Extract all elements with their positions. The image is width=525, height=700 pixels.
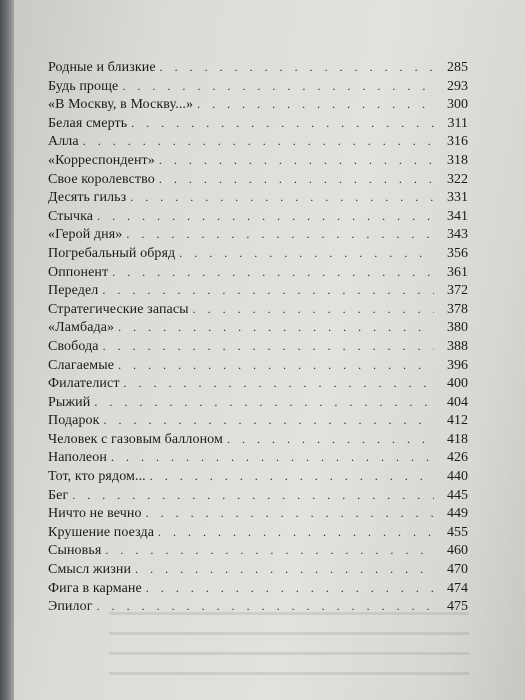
toc-leader-dots — [197, 95, 434, 114]
toc-entry-title: «В Москву, в Москву...» — [48, 97, 194, 113]
toc-entry-page-number: 440 — [447, 469, 468, 485]
toc-leader-dots — [126, 225, 434, 244]
toc-entry — [48, 300, 468, 319]
toc-entry-title: Человек с газовым баллоном — [48, 431, 223, 447]
toc-leader-dots — [146, 579, 434, 598]
toc-entry-page-number: 316 — [447, 134, 468, 150]
toc-leader-dots — [159, 170, 434, 189]
toc-entry-page-number: 400 — [447, 376, 468, 392]
toc-entry-page-number: 356 — [447, 245, 468, 261]
toc-entry-title: Ничто не вечно — [48, 506, 142, 522]
toc-entry-page-number: 378 — [447, 301, 468, 317]
toc-entry-title: Сыновья — [48, 543, 102, 559]
toc-entry-title: Фига в кармане — [48, 580, 142, 596]
toc-entry-page-number: 285 — [447, 60, 468, 75]
toc-leader-dots — [146, 504, 434, 523]
toc-leader-dots — [130, 188, 434, 207]
toc-entry-title: Эпилог — [48, 599, 93, 615]
toc-entry-page-number: 322 — [447, 171, 468, 187]
toc-entry — [48, 504, 468, 523]
toc-leader-dots — [83, 132, 434, 151]
toc-entry — [48, 281, 468, 300]
toc-entry-title: Десять гильз — [48, 190, 127, 206]
toc-entry-page-number: 300 — [447, 97, 468, 113]
toc-entry-title: Погребальный обряд — [48, 245, 176, 261]
toc-entry-title: Бег — [48, 487, 69, 503]
toc-leader-dots — [122, 77, 434, 96]
toc-entry-title: «Ламбада» — [48, 320, 115, 336]
toc-entry-title: Белая смерть — [48, 115, 128, 131]
toc-leader-dots — [111, 448, 434, 467]
toc-entry-title: Родные и близкие — [48, 60, 156, 75]
toc-entry-page-number: 412 — [447, 413, 468, 429]
toc-entry — [48, 263, 468, 282]
show-through-line — [109, 652, 469, 655]
toc-entry-title: Слагаемые — [48, 357, 115, 373]
toc-entry-title: «Герой дня» — [48, 227, 123, 243]
toc-entry-page-number: 455 — [447, 524, 468, 540]
toc-leader-dots — [159, 151, 434, 170]
toc-leader-dots — [193, 300, 434, 319]
toc-entry-page-number: 372 — [447, 283, 468, 299]
toc-entry — [48, 95, 468, 114]
toc-leader-dots — [72, 486, 434, 505]
toc-entry-page-number: 404 — [447, 394, 468, 410]
toc-entry-title: Будь проще — [48, 78, 119, 94]
toc-entry — [48, 244, 468, 263]
toc-leader-dots — [105, 541, 434, 560]
toc-entry — [48, 318, 468, 337]
toc-entry — [48, 207, 468, 226]
toc-leader-dots — [150, 467, 434, 486]
toc-leader-dots — [124, 374, 434, 393]
toc-entry — [48, 393, 468, 412]
toc-entry-page-number: 341 — [447, 208, 468, 224]
toc-entry — [48, 188, 468, 207]
toc-entry — [48, 225, 468, 244]
toc-entry-page-number: 361 — [447, 264, 468, 280]
toc-entry-title: Филателист — [48, 376, 120, 392]
toc-entry — [48, 170, 468, 189]
toc-entry-title: Свое королевство — [48, 171, 155, 187]
toc-entry-title: Наполеон — [48, 450, 107, 466]
toc-leader-dots — [112, 263, 434, 282]
toc-entry — [48, 77, 468, 96]
toc-entry-page-number: 474 — [447, 580, 468, 596]
toc-entry — [48, 560, 468, 579]
toc-entry — [48, 114, 468, 133]
toc-entry — [48, 523, 468, 542]
toc-entry-page-number: 475 — [447, 599, 468, 615]
toc-leader-dots — [179, 244, 434, 263]
toc-entry-page-number: 396 — [447, 357, 468, 373]
toc-leader-dots — [97, 207, 434, 226]
toc-leader-dots — [135, 560, 434, 579]
toc-entry-title: Стычка — [48, 208, 94, 224]
toc-leader-dots — [118, 318, 434, 337]
show-through-line — [109, 672, 469, 675]
toc-entry — [48, 151, 468, 170]
toc-entry-page-number: 445 — [447, 487, 468, 503]
toc-entry-title: Тот, кто рядом... — [48, 469, 146, 485]
toc-entry-page-number: 343 — [447, 227, 468, 243]
toc-leader-dots — [102, 281, 434, 300]
toc-leader-dots — [131, 114, 434, 133]
toc-leader-dots — [94, 393, 434, 412]
toc-leader-dots — [103, 337, 434, 356]
toc-entry-title: Смысл жизни — [48, 562, 132, 578]
show-through-line — [109, 632, 469, 635]
toc-entry-title: Алла — [48, 134, 79, 150]
toc-entry-page-number: 426 — [447, 450, 468, 466]
toc-entry — [48, 374, 468, 393]
toc-leader-dots — [104, 411, 434, 430]
table-of-contents — [48, 58, 468, 616]
toc-leader-dots — [160, 58, 434, 77]
toc-entry-title: Рыжий — [48, 394, 91, 410]
book-spine-shadow — [0, 0, 14, 700]
toc-entry-title: Передел — [48, 283, 99, 299]
toc-entry-page-number: 311 — [447, 115, 468, 131]
toc-entry — [48, 132, 468, 151]
toc-entry — [48, 337, 468, 356]
toc-entry-page-number: 388 — [447, 338, 468, 354]
toc-entry — [48, 541, 468, 560]
toc-entry-title: Стратегические запасы — [48, 301, 189, 317]
toc-leader-dots — [118, 356, 434, 375]
toc-entry-title: Оппонент — [48, 264, 109, 280]
toc-entry-page-number: 470 — [447, 562, 468, 578]
toc-entry-page-number: 293 — [447, 78, 468, 94]
toc-entry-page-number: 380 — [447, 320, 468, 336]
toc-entry-title: Свобода — [48, 338, 99, 354]
toc-entry — [48, 467, 468, 486]
toc-entry — [48, 356, 468, 375]
toc-entry-page-number: 331 — [447, 190, 468, 206]
toc-entry — [48, 448, 468, 467]
toc-entry-page-number: 418 — [447, 431, 468, 447]
toc-entry — [48, 411, 468, 430]
toc-entry-page-number: 449 — [447, 506, 468, 522]
toc-entry — [48, 430, 468, 449]
toc-entry — [48, 579, 468, 598]
toc-leader-dots — [158, 523, 434, 542]
book-page — [14, 0, 525, 700]
toc-entry — [48, 58, 468, 77]
toc-entry-title: Подарок — [48, 413, 100, 429]
toc-entry-page-number: 318 — [447, 152, 468, 168]
toc-entry-title: Крушение поезда — [48, 524, 155, 540]
toc-entry-title: «Корреспондент» — [48, 152, 155, 168]
show-through-line — [109, 612, 469, 615]
toc-entry-page-number: 460 — [447, 543, 468, 559]
toc-leader-dots — [227, 430, 434, 449]
toc-entry — [48, 486, 468, 505]
